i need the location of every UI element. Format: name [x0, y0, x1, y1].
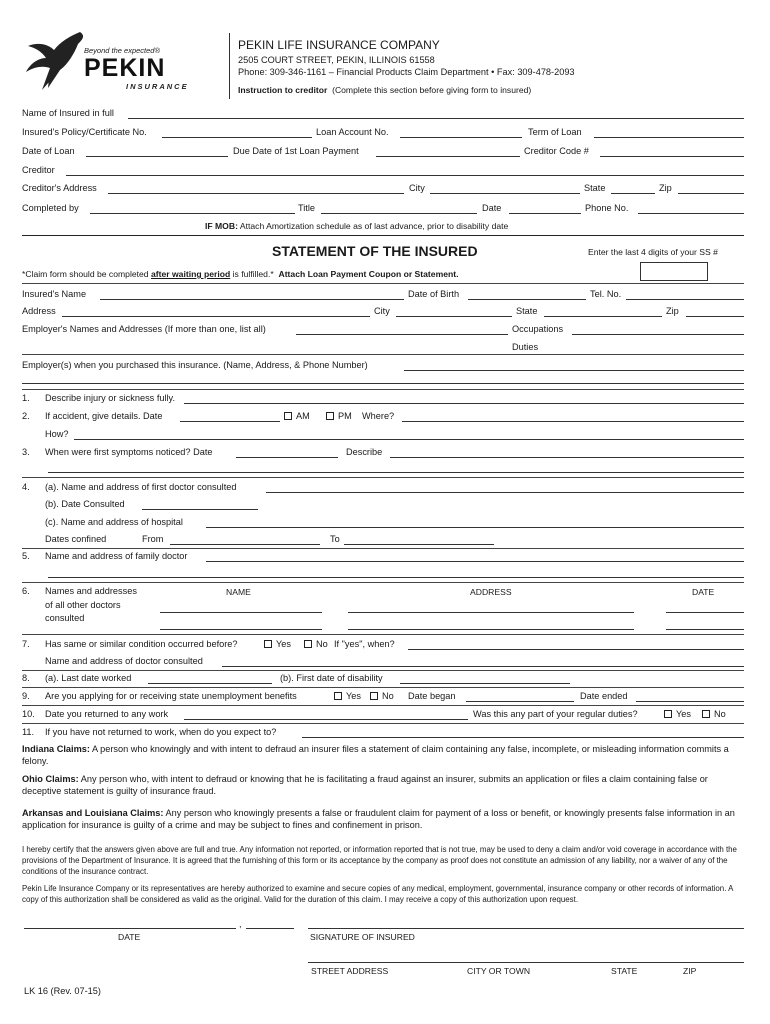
authorization-text: Pekin Life Insurance Company or its representatives are hereby authorized to examine and secure copies of any medical, employment, governmental, insurance company or other records of information. A copy of this authorization shall be considered as valid as the original. Valid for the duration of this claim. I may receive a copy of this authorization upon request. [22, 884, 733, 904]
creditor-state-field[interactable] [611, 193, 655, 194]
q-number: 8. [22, 673, 30, 683]
section-divider [22, 235, 744, 236]
name-insured-field[interactable] [128, 118, 744, 119]
q3-date-field[interactable] [236, 457, 338, 458]
comma-separator: , [239, 919, 242, 929]
divider [22, 582, 744, 583]
tel-field[interactable] [626, 299, 744, 300]
describe-label: Describe [346, 447, 383, 457]
ss-label: Enter the last 4 digits of your SS # [588, 247, 718, 257]
describe-field-2[interactable] [48, 472, 744, 473]
q7b-label: Name and address of doctor consulted [45, 656, 203, 666]
q4b-field[interactable] [142, 509, 258, 510]
phone-no-field[interactable] [638, 213, 744, 214]
creditor-zip-label: Zip [659, 183, 672, 193]
q10-label: Date you returned to any work [45, 709, 169, 719]
city-label: City [374, 306, 390, 316]
claim-note: *Claim form should be completed after waiting period is fulfilled.* Attach Loan Payment Coupon or Statement. [22, 269, 459, 279]
employer-when-field[interactable] [404, 370, 744, 371]
divider [22, 723, 744, 724]
due-date-label: Due Date of 1st Loan Payment [233, 146, 359, 156]
insured-name-label: Insured's Name [22, 289, 87, 299]
creditor-field[interactable] [66, 175, 744, 176]
q5-label: Name and address of family doctor [45, 551, 188, 561]
date-field[interactable] [509, 213, 581, 214]
am-checkbox[interactable]: AM [284, 411, 310, 421]
q9-no-checkbox[interactable]: No [370, 691, 394, 701]
q4a-label: (a). Name and address of first doctor consulted [45, 482, 237, 492]
dob-label: Date of Birth [408, 289, 460, 299]
company-address: 2505 COURT STREET, PEKIN, ILLINOIS 61558 [238, 55, 435, 65]
zip-label: Zip [666, 306, 679, 316]
indiana-claims: Indiana Claims: A person who knowingly and with intent to defraud an insurer files a statement of claim containing any false, incomplete, or misleading information commits a felony. [22, 744, 729, 766]
policy-no-field[interactable] [162, 137, 312, 138]
q-number: 11. [22, 727, 35, 737]
signature-field[interactable] [308, 928, 744, 929]
q7-no-checkbox[interactable]: No [304, 639, 328, 649]
occupations-label: Occupations [512, 324, 564, 334]
date-ended-field[interactable] [636, 701, 744, 702]
q5-field[interactable] [206, 561, 744, 562]
state-field[interactable] [544, 316, 662, 317]
q6-label-3: consulted [45, 613, 85, 623]
if-mob-note: IF MOB: Attach Amortization schedule as of last advance, prior to disability date [205, 221, 509, 231]
date-signature-field[interactable] [24, 928, 236, 929]
q-number: 9. [22, 691, 30, 701]
completed-by-field[interactable] [90, 213, 295, 214]
checkbox-icon [334, 692, 342, 700]
employers-field[interactable] [296, 334, 508, 335]
q9-yes-checkbox[interactable]: Yes [334, 691, 361, 701]
dates-confined-label: Dates confined [45, 534, 107, 544]
divider [22, 389, 744, 390]
col-name-header: NAME [226, 587, 251, 597]
q-number: 5. [22, 551, 30, 561]
street-address-label: STREET ADDRESS [311, 966, 389, 976]
statement-title: STATEMENT OF THE INSURED [272, 243, 478, 259]
employer-when-label: Employer(s) when you purchased this insurance. (Name, Address, & Phone Number) [22, 360, 368, 370]
regular-duties-label: Was this any part of your regular duties? [473, 709, 638, 719]
to-label: To [330, 534, 340, 544]
company-name: PEKIN LIFE INSURANCE COMPANY [238, 38, 440, 52]
divider [22, 670, 744, 671]
q4c-label: (c). Name and address of hospital [45, 517, 183, 527]
q1-field[interactable] [184, 403, 744, 404]
doctor-address-field-2[interactable] [348, 629, 634, 630]
city-field[interactable] [396, 316, 512, 317]
q-number: 3. [22, 447, 30, 457]
divider [22, 283, 744, 284]
city-town-label: CITY OR TOWN [467, 966, 531, 976]
creditor-address-label: Creditor's Address [22, 183, 97, 193]
from-label: From [142, 534, 164, 544]
creditor-code-field[interactable] [600, 156, 744, 157]
divider [22, 477, 744, 478]
state-label: STATE [611, 966, 638, 976]
creditor-city-field[interactable] [430, 193, 580, 194]
dob-field[interactable] [468, 299, 586, 300]
address-label: Address [22, 306, 56, 316]
policy-no-label: Insured's Policy/Certificate No. [22, 127, 147, 137]
ohio-claims: Ohio Claims: Any person who, with intent to defraud or knowing that he is facilitating a fraud against an insurer, submits an application or files a claim containing false or deceptive statement is guilty of insurance fraud. [22, 774, 708, 796]
zip-field[interactable] [686, 316, 744, 317]
doctor-address-field[interactable] [348, 612, 634, 613]
divider [22, 354, 744, 355]
date-label: DATE [118, 932, 141, 942]
insured-name-field[interactable] [100, 299, 404, 300]
checkbox-icon [370, 692, 378, 700]
logo [20, 30, 220, 100]
logo-sub: INSURANCE [126, 82, 189, 91]
q4c-field[interactable] [206, 527, 744, 528]
address-field[interactable] [62, 316, 370, 317]
where-label: Where? [362, 411, 395, 421]
from-field[interactable] [170, 544, 320, 545]
date-label: Date [482, 203, 502, 213]
term-of-loan-field[interactable] [594, 137, 744, 138]
checkbox-icon [702, 710, 710, 718]
tel-label: Tel. No. [590, 289, 622, 299]
q3-label: When were first symptoms noticed? Date [45, 447, 213, 457]
q2-date-field[interactable] [180, 421, 280, 422]
eagle-icon [20, 30, 90, 92]
divider [22, 548, 744, 549]
col-date-header: DATE [692, 587, 715, 597]
checkbox-icon [284, 412, 292, 420]
zip-label: ZIP [683, 966, 697, 976]
pm-checkbox[interactable]: PM [326, 411, 352, 421]
how-field[interactable] [74, 439, 744, 440]
q5-field-2[interactable] [48, 577, 744, 578]
divider [22, 634, 744, 635]
creditor-zip-field[interactable] [678, 193, 744, 194]
where-field[interactable] [402, 421, 744, 422]
col-address-header: ADDRESS [470, 587, 512, 597]
q10-field[interactable] [184, 719, 468, 720]
form-number: LK 16 (Rev. 07-15) [24, 986, 101, 996]
employer-when-field-2[interactable] [22, 383, 744, 384]
q1-label: Describe injury or sickness fully. [45, 393, 176, 403]
q8b-field[interactable] [400, 683, 570, 684]
date-began-label: Date began [408, 691, 456, 701]
employers-label: Employer's Names and Addresses (If more than one, list all) [22, 324, 266, 334]
divider [22, 687, 744, 688]
q4a-field[interactable] [266, 492, 744, 493]
creditor-state-label: State [584, 183, 606, 193]
q10-yes-checkbox[interactable]: Yes [664, 709, 691, 719]
q7-label: Has same or similar condition occurred before? [45, 639, 238, 649]
occupations-field[interactable] [572, 334, 744, 335]
term-of-loan-label: Term of Loan [528, 127, 582, 137]
q-number: 6. [22, 586, 30, 596]
q-number: 10. [22, 709, 35, 719]
arkansas-louisiana-claims: Arkansas and Louisiana Claims: Any person who knowingly presents a false or fraudulent claim for payment of a loss or benefit, or knowingly presents false information in an application for insurance is guilty of a crime and may be subject to fines and confinement in prison. [22, 808, 735, 830]
q-number: 1. [22, 393, 30, 403]
date-ended-label: Date ended [580, 691, 628, 701]
date-of-loan-label: Date of Loan [22, 146, 75, 156]
duties-label: Duties [512, 342, 539, 352]
q-number: 4. [22, 482, 30, 492]
q2-label: If accident, give details. Date [45, 411, 163, 421]
creditor-code-label: Creditor Code # [524, 146, 589, 156]
creditor-address-field[interactable] [108, 193, 404, 194]
checkbox-icon [326, 412, 334, 420]
if-yes-when-field[interactable] [408, 649, 744, 650]
year-field[interactable] [246, 928, 294, 929]
certification-text: I hereby certify that the answers given above are full and true. Any information not reported, or information reported that is not true, may be used to deny a claim and/or void coverage in accordance with the provisions of the Department of Insurance. It is agreed that the furnishing of this form or its acceptance by the company as proof does not constitute an admission of any liability, nor a waiver of any of the conditions of the insurance contract. [22, 845, 737, 876]
logo-tagline: Beyond the expected® [84, 46, 160, 55]
checkbox-icon [264, 640, 272, 648]
doctor-name-field-2[interactable] [160, 629, 322, 630]
q-number: 7. [22, 639, 30, 649]
date-began-field[interactable] [466, 701, 574, 702]
q7b-field[interactable] [222, 666, 744, 667]
doctor-date-field-2[interactable] [666, 629, 744, 630]
checkbox-icon [664, 710, 672, 718]
q-number: 2. [22, 411, 30, 421]
q9-label: Are you applying for or receiving state unemployment benefits [45, 691, 297, 701]
divider [22, 705, 744, 706]
q8b-label: (b). First date of disability [280, 673, 383, 683]
q11-field[interactable] [302, 737, 744, 738]
ss-input[interactable] [640, 262, 708, 281]
title-field[interactable] [321, 213, 477, 214]
header-divider [229, 33, 230, 99]
q7-yes-checkbox[interactable]: Yes [264, 639, 291, 649]
q10-no-checkbox[interactable]: No [702, 709, 726, 719]
logo-name: PEKIN [84, 54, 166, 82]
phone-no-label: Phone No. [585, 203, 629, 213]
q6-label-2: of all other doctors [45, 600, 121, 610]
q8a-field[interactable] [148, 683, 272, 684]
completed-by-label: Completed by [22, 203, 79, 213]
date-of-loan-field[interactable] [86, 156, 228, 157]
state-label: State [516, 306, 538, 316]
doctor-name-field[interactable] [160, 612, 322, 613]
q6-label-1: Names and addresses [45, 586, 137, 596]
doctor-date-field[interactable] [666, 612, 744, 613]
signature-label: SIGNATURE OF INSURED [310, 932, 415, 942]
q4b-label: (b). Date Consulted [45, 499, 125, 509]
due-date-field[interactable] [376, 156, 520, 157]
q8a-label: (a). Last date worked [45, 673, 132, 683]
q11-label: If you have not returned to work, when do you expect to? [45, 727, 277, 737]
loan-account-label: Loan Account No. [316, 127, 389, 137]
describe-field[interactable] [390, 457, 744, 458]
to-field[interactable] [344, 544, 494, 545]
creditor-label: Creditor [22, 165, 55, 175]
loan-account-field[interactable] [400, 137, 522, 138]
if-yes-when-label: If "yes", when? [334, 639, 395, 649]
how-label: How? [45, 429, 69, 439]
title-label: Title [298, 203, 316, 213]
name-insured-label: Name of Insured in full [22, 108, 114, 118]
company-phone: Phone: 309-346-1161 – Financial Products Claim Department • Fax: 309-478-2093 [238, 67, 575, 77]
creditor-instruction: Instruction to creditor (Complete this section before giving form to insured) [238, 85, 532, 95]
creditor-city-label: City [409, 183, 425, 193]
street-address-field[interactable] [308, 962, 744, 963]
checkbox-icon [304, 640, 312, 648]
